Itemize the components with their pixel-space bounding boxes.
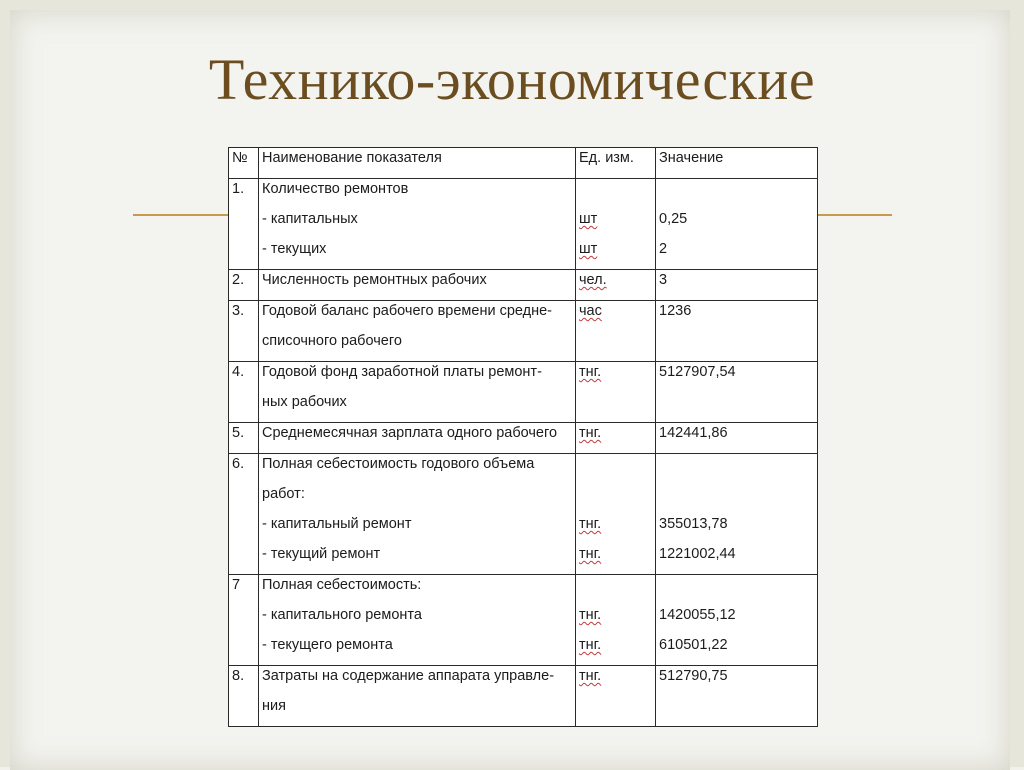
table-row [229, 454, 818, 575]
indicator-name-line: - капитальных [262, 211, 358, 227]
slide-title: Технико-экономические [208, 47, 816, 112]
unit-line: тнг. [579, 364, 602, 380]
header-number: № [229, 148, 259, 179]
unit-line: тнг. [579, 668, 602, 684]
value-line: 5127907,54 [659, 364, 736, 380]
indicator-name-line: ния [262, 698, 286, 714]
cell-value [656, 362, 818, 423]
cell-indicator-name [259, 666, 576, 727]
cell-unit [576, 362, 656, 423]
cell-unit [576, 423, 656, 454]
indicator-name-line: Количество ремонтов [262, 181, 409, 197]
row-number-text: 3. [232, 303, 245, 319]
indicator-name-line: Полная себестоимость: [262, 577, 422, 593]
indicator-name-line: Затраты на содержание аппарата управле- [262, 668, 555, 684]
row-number-text: 2. [232, 272, 245, 288]
title-rule-left [133, 214, 228, 216]
cell-unit [576, 301, 656, 362]
value-line: 0,25 [659, 211, 688, 227]
row-number [229, 575, 259, 666]
cell-indicator-name [259, 362, 576, 423]
indicator-name-line: Численность ремонтных рабочих [262, 272, 487, 288]
header-unit: Ед. изм. [576, 148, 656, 179]
cell-indicator-name [259, 454, 576, 575]
indicator-name-line: - капитальный ремонт [262, 516, 412, 532]
indicator-name-line: - капитального ремонта [262, 607, 422, 623]
value-line: 142441,86 [659, 425, 728, 441]
unit-line: тнг. [579, 516, 602, 532]
cell-value [656, 575, 818, 666]
unit-line: шт [579, 241, 598, 257]
cell-unit [576, 179, 656, 270]
row-number [229, 362, 259, 423]
cell-unit [576, 270, 656, 301]
unit-line: шт [579, 211, 598, 227]
cell-unit [576, 666, 656, 727]
indicator-name-line: Среднемесячная зарплата одного рабочего [262, 425, 558, 441]
row-number [229, 666, 259, 727]
value-line: 1221002,44 [659, 546, 736, 562]
value-line: 1236 [659, 303, 692, 319]
unit-line: чел. [579, 272, 607, 288]
cell-value [656, 301, 818, 362]
cell-value [656, 423, 818, 454]
row-number-text: 1. [232, 181, 245, 197]
unit-line: тнг. [579, 637, 602, 653]
indicator-name-line: - текущий ремонт [262, 546, 381, 562]
unit-line: час [579, 303, 602, 319]
table-row [229, 301, 818, 362]
title-rule-right [818, 214, 892, 216]
cell-value [656, 179, 818, 270]
cell-indicator-name [259, 423, 576, 454]
indicator-name-line: Полная себестоимость годового объема [262, 456, 535, 472]
row-number-text: 8. [232, 668, 245, 684]
value-line: 610501,22 [659, 637, 728, 653]
table-body [229, 179, 818, 727]
cell-value [656, 270, 818, 301]
value-line: 512790,75 [659, 668, 728, 684]
value-line: 3 [659, 272, 668, 288]
table-row [229, 270, 818, 301]
value-line: 1420055,12 [659, 607, 736, 623]
row-number [229, 270, 259, 301]
indicators-table [228, 147, 818, 727]
table-header-row [229, 148, 818, 179]
row-number [229, 179, 259, 270]
cell-value [656, 454, 818, 575]
table-row [229, 575, 818, 666]
cell-indicator-name [259, 179, 576, 270]
row-number-text: 4. [232, 364, 245, 380]
indicator-name-line: списочного рабочего [262, 333, 402, 349]
unit-line: тнг. [579, 607, 602, 623]
row-number-text: 5. [232, 425, 245, 441]
cell-value [656, 666, 818, 727]
cell-indicator-name [259, 575, 576, 666]
row-number [229, 423, 259, 454]
indicator-name-line: ных рабочих [262, 394, 347, 410]
value-line: 355013,78 [659, 516, 728, 532]
indicator-name-line: работ: [262, 486, 305, 502]
unit-line: тнг. [579, 425, 602, 441]
row-number [229, 301, 259, 362]
cell-unit [576, 575, 656, 666]
cell-unit [576, 454, 656, 575]
indicator-name-line: Годовой фонд заработной платы ремонт- [262, 364, 542, 380]
cell-indicator-name [259, 301, 576, 362]
table-row [229, 423, 818, 454]
cell-indicator-name [259, 270, 576, 301]
header-value: Значение [656, 148, 818, 179]
row-number-text: 6. [232, 456, 245, 472]
table-row [229, 362, 818, 423]
table-row [229, 666, 818, 727]
value-line: 2 [659, 241, 668, 257]
indicator-name-line: - текущих [262, 241, 327, 257]
indicator-name-line: - текущего ремонта [262, 637, 393, 653]
indicator-name-line: Годовой баланс рабочего времени средне- [262, 303, 553, 319]
header-indicator-name: Наименование показателя [259, 148, 576, 179]
row-number-text: 7 [232, 577, 241, 593]
row-number [229, 454, 259, 575]
table-row [229, 179, 818, 270]
unit-line: тнг. [579, 546, 602, 562]
